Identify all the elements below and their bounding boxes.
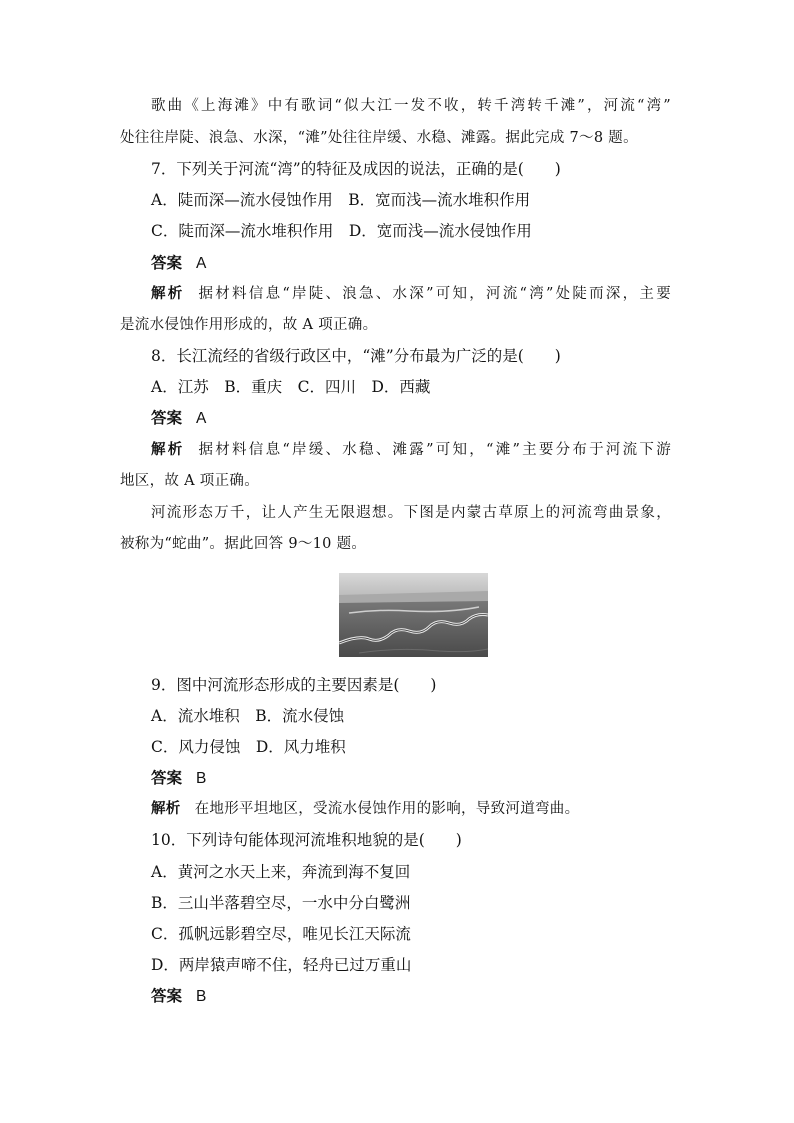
intro-1-line-2: 处往往岸陡、浪急、水深，“滩”处往往岸缓、水稳、滩露。据此完成 7～8 题。: [120, 130, 638, 146]
q10-option-b: B．三山半落碧空尽，一水中分白鹭洲: [151, 894, 411, 912]
q9-options-ab: A．流水堆积 B．流水侵蚀: [151, 707, 345, 725]
analysis-label: 解析: [151, 801, 181, 817]
q9-answer: [151, 768, 681, 789]
q7-options-ab: A．陡而深—流水侵蚀作用 B．宽而浅—流水堆积作用: [151, 191, 531, 209]
answer-label: 答案: [151, 769, 183, 787]
intro-2-line-2: 被称为“蛇曲”。据此回答 9～10 题。: [120, 536, 367, 552]
q8-analysis-line-2: 地区，故 A 项正确。: [120, 473, 259, 489]
q8-analysis-text-1: 据材料信息“岸缓、水稳、滩露”可知，“滩”主要分布于河流下游: [198, 442, 671, 458]
q9-answer-value: B: [196, 770, 207, 787]
q7-options-cd: C．陡而深—流水堆积作用 D．宽而浅—流水侵蚀作用: [151, 222, 532, 240]
intro-2-line-1: 河流形态万千，让人产生无限遐想。下图是内蒙古草原上的河流弯曲景象，: [151, 505, 671, 521]
q10-option-c: C．孤帆远影碧空尽，唯见长江天际流: [151, 925, 411, 943]
river-landscape-image: [339, 573, 488, 657]
answer-label: 答案: [151, 254, 183, 272]
q9-analysis-text: 在地形平坦地区，受流水侵蚀作用的影响，导致河道弯曲。: [194, 801, 580, 817]
q8-stem: 8．长江流经的省级行政区中，“滩”分布最为广泛的是( ): [151, 347, 561, 365]
q8-analysis-line-1: [151, 440, 671, 460]
q10-answer-value: B: [196, 988, 207, 1005]
q7-analysis-line-1: [151, 284, 671, 304]
meandering-river-photo: [339, 573, 488, 657]
q8-answer-value: A: [196, 410, 207, 427]
q7-analysis-line-2: 是流水侵蚀作用形成的，故 A 项正确。: [120, 317, 378, 333]
q7-analysis-text-1: 据材料信息“岸陡、浪急、水深”可知，河流“湾”处陡而深，主要: [198, 286, 671, 302]
q7-stem: 7．下列关于河流“湾”的特征及成因的说法，正确的是( ): [151, 160, 561, 178]
q9-analysis: [151, 799, 681, 819]
analysis-label: 解析: [151, 442, 185, 458]
q10-answer: [151, 986, 681, 1007]
intro-1-line-1: 歌曲《上海滩》中有歌词“似大江一发不收，转千湾转千滩”，河流“湾”: [151, 98, 671, 114]
q9-stem: 9．图中河流形态形成的主要因素是( ): [151, 676, 437, 694]
answer-label: 答案: [151, 987, 183, 1005]
q9-options-cd: C．风力侵蚀 D．风力堆积: [151, 738, 346, 756]
q8-answer: [151, 408, 681, 429]
q10-option-d: D．两岸猿声啼不住，轻舟已过万重山: [151, 956, 412, 974]
q10-stem: 10．下列诗句能体现河流堆积地貌的是( ): [151, 831, 462, 849]
q8-options: A．江苏 B．重庆 C．四川 D．西藏: [151, 378, 431, 396]
q10-option-a: A．黄河之水天上来，奔流到海不复回: [151, 863, 411, 881]
q7-answer: [151, 253, 681, 274]
q7-answer-value: A: [196, 255, 207, 272]
analysis-label: 解析: [151, 286, 185, 302]
answer-label: 答案: [151, 409, 183, 427]
